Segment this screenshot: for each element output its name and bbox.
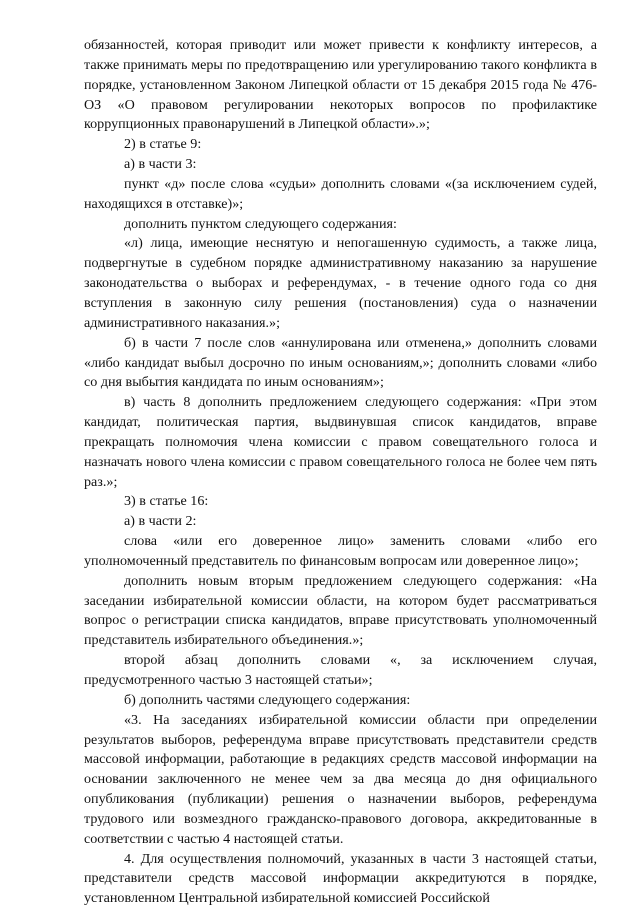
document-body xyxy=(84,36,597,909)
paragraph-7: б) в части 7 после слов «аннулирована или отменена,» дополнить словами «либо кандидат выбыл досрочно по иным основаниям,»; дополнить словами «либо со дня выбытия кандидата по иным основаниям»; xyxy=(84,334,597,391)
paragraph-11: слова «или его доверенное лицо» заменить словами «либо его уполномоченный представитель по финансовым вопросам или доверенное лицо»; xyxy=(84,533,597,569)
paragraph-5: дополнить пунктом следующего содержания: xyxy=(124,215,397,232)
paragraph-1: обязанностей, которая приводит или может привести к конфликту интересов, а также принимать меры по предотвращению или урегулированию такого конфликта в порядке, установленном Законом Липецкой области от 15 декабря 2015 года № 476-ОЗ «О правовом регулировании некоторых вопросов по профилактике коррупционных правонарушений в Липецкой области».»; xyxy=(84,37,597,133)
paragraph-8: в) часть 8 дополнить предложением следующего содержания: «При этом кандидат, политическая партия, выдвинувшая список кандидатов, вправе прекращать полномочия члена комиссии с правом совещательного голоса и назначать нового члена комиссии с правом совещательного голоса не более чем пять раз.»; xyxy=(84,394,597,490)
paragraph-9: 3) в статье 16: xyxy=(124,493,209,510)
paragraph-3: а) в части 3: xyxy=(124,156,197,173)
paragraph-16: 4. Для осуществления полномочий, указанных в части 3 настоящей статьи, представители средств массовой информации аккредитуются в порядке, установленном Центральной избирательной комиссией Российской xyxy=(84,850,597,907)
paragraph-14: б) дополнить частями следующего содержания: xyxy=(124,691,411,708)
paragraph-13: второй абзац дополнить словами «, за исключением случая, предусмотренного частью 3 настоящей статьи»; xyxy=(84,652,597,688)
paragraph-2: 2) в статье 9: xyxy=(124,136,202,153)
paragraph-6: «л) лица, имеющие неснятую и непогашенную судимость, а также лица, подвергнутые в судебном порядке административному наказанию за нарушение законодательства о выборах и референдумах, - в течение одного года со дня вступления в законную силу решения (постановления) суда о назначении административного наказания.»; xyxy=(84,235,597,331)
paragraph-10: а) в части 2: xyxy=(124,513,197,530)
paragraph-15: «3. На заседаниях избирательной комиссии области при определении результатов выборов, референдума вправе присутствовать представители средств массовой информации, работающие в редакциях средств массовой информации на основании заключенного не менее чем за два месяца до дня официального опубликования (публикации) решения о назначении выборов, референдума трудового или возмездного гражданско-правового договора, аккредитованные в соответствии с частью 4 настоящей статьи. xyxy=(84,711,597,847)
paragraph-4: пункт «д» после слова «судьи» дополнить словами «(за исключением судей, находящихся в отставке)»; xyxy=(84,175,597,212)
paragraph-12: дополнить новым вторым предложением следующего содержания: «На заседании избирательной комиссии области, на котором будет рассматриваться вопрос о регистрации списка кандидатов, вправе присутствовать уполномоченный представитель избирательного объединения.»; xyxy=(84,572,597,649)
